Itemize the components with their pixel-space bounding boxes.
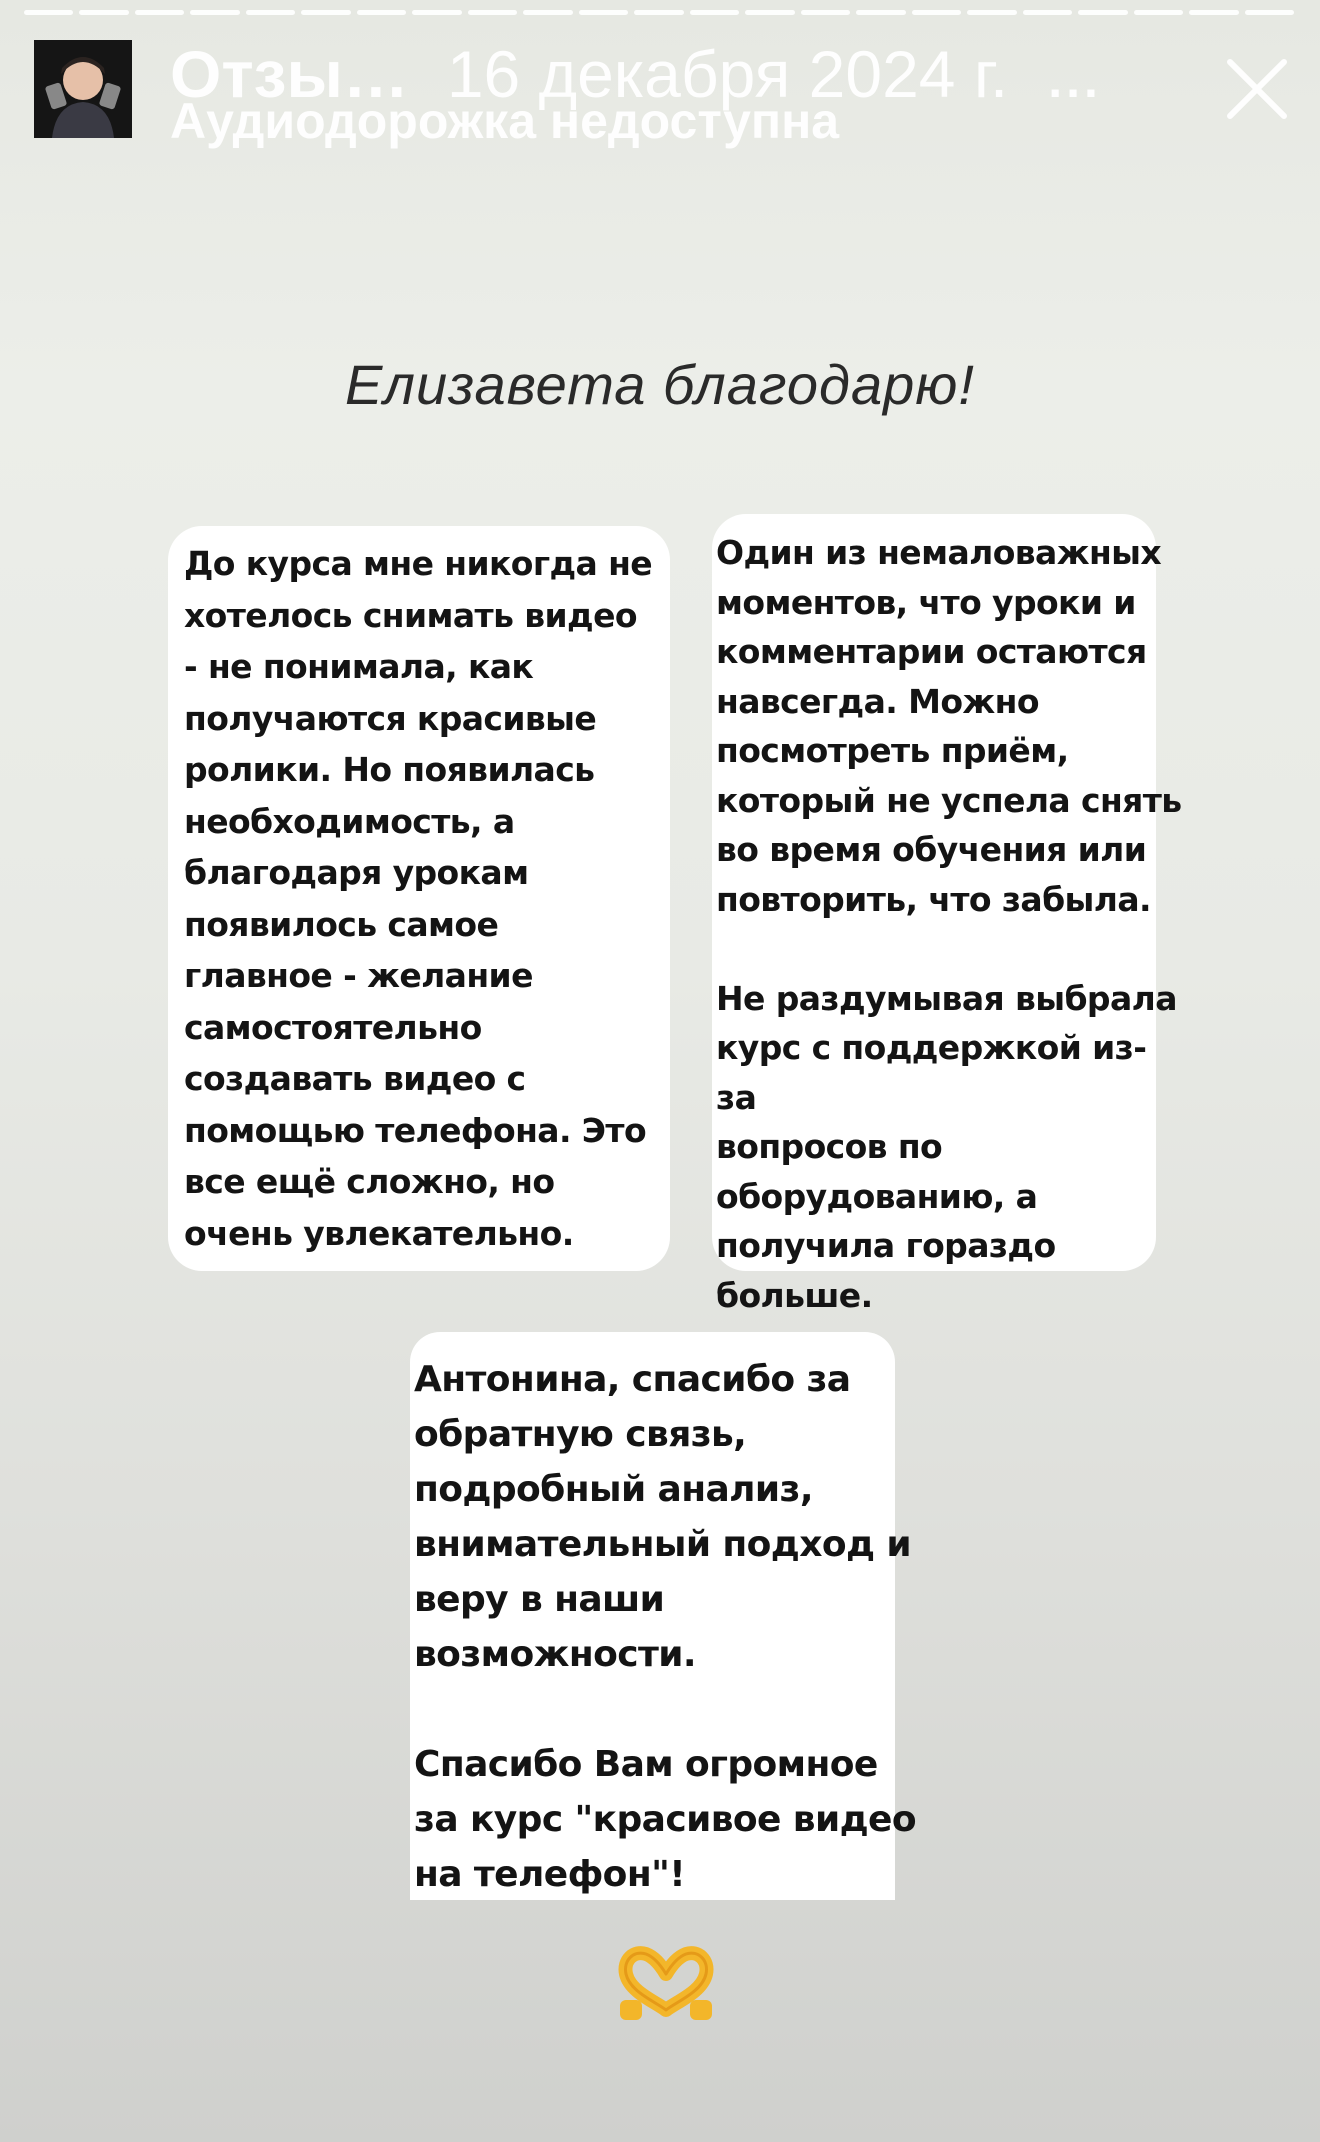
story-progress-bar: [24, 10, 1294, 15]
story-title[interactable]: Отзы…: [170, 37, 409, 111]
progress-segment: [912, 10, 961, 15]
progress-segment: [301, 10, 350, 15]
progress-segment: [1078, 10, 1127, 15]
progress-segment: [79, 10, 128, 15]
page-heading: Елизавета благодарю!: [345, 353, 975, 416]
progress-segment: [690, 10, 739, 15]
review-card-3: [410, 1332, 916, 1900]
review-text-2: Один из немаловажных моментов, что уроки и комментарии остаются навсегда. Можно посмотреть приём, который не успела снять во время обучения или повторить, что забыла. Не раздумывая выбрала курс с поддержкой из-за вопросов по оборудованию, а получила гораздо больше.: [716, 533, 1182, 1315]
progress-segment: [357, 10, 406, 15]
progress-segment: [1245, 10, 1294, 15]
progress-segment: [1189, 10, 1238, 15]
review-card-1: [168, 526, 670, 1271]
progress-segment: [468, 10, 517, 15]
progress-segment: [634, 10, 683, 15]
progress-segment: [523, 10, 572, 15]
progress-segment: [1134, 10, 1183, 15]
progress-segment: [579, 10, 628, 15]
audio-unavailable-label: Аудиодорожка недоступна: [170, 93, 840, 149]
story-date: 16 декабря 2024 г.: [446, 37, 1009, 111]
profile-avatar[interactable]: [34, 40, 132, 138]
review-text-3: Антонина, спасибо за обратную связь, подробный анализ, внимательный подход и веру в наши возможности. Спасибо Вам огромное за курс "красивое видео на телефон"!: [414, 1359, 916, 1895]
more-options-button[interactable]: ...: [1048, 52, 1102, 108]
review-card-2: [712, 514, 1182, 1315]
story-header: [34, 36, 1296, 149]
progress-segment: [967, 10, 1016, 15]
progress-segment: [856, 10, 905, 15]
progress-segment: [1023, 10, 1072, 15]
progress-segment: [135, 10, 184, 15]
heart-hands-emoji-icon: [616, 1944, 716, 2024]
close-icon[interactable]: [1224, 56, 1290, 122]
progress-segment: [24, 10, 73, 15]
progress-segment: [190, 10, 239, 15]
progress-segment: [801, 10, 850, 15]
progress-segment: [246, 10, 295, 15]
progress-segment: [745, 10, 794, 15]
review-text-1: До курса мне никогда не хотелось снимать видео - не понимала, как получаются красивые ролики. Но появилась необходимость, а благодаря урокам появилось самое главное - желание самостоятельно создавать видео с помощью телефона. Это все ещё сложно, но очень увлекательно.: [184, 544, 653, 1253]
progress-segment: [412, 10, 461, 15]
